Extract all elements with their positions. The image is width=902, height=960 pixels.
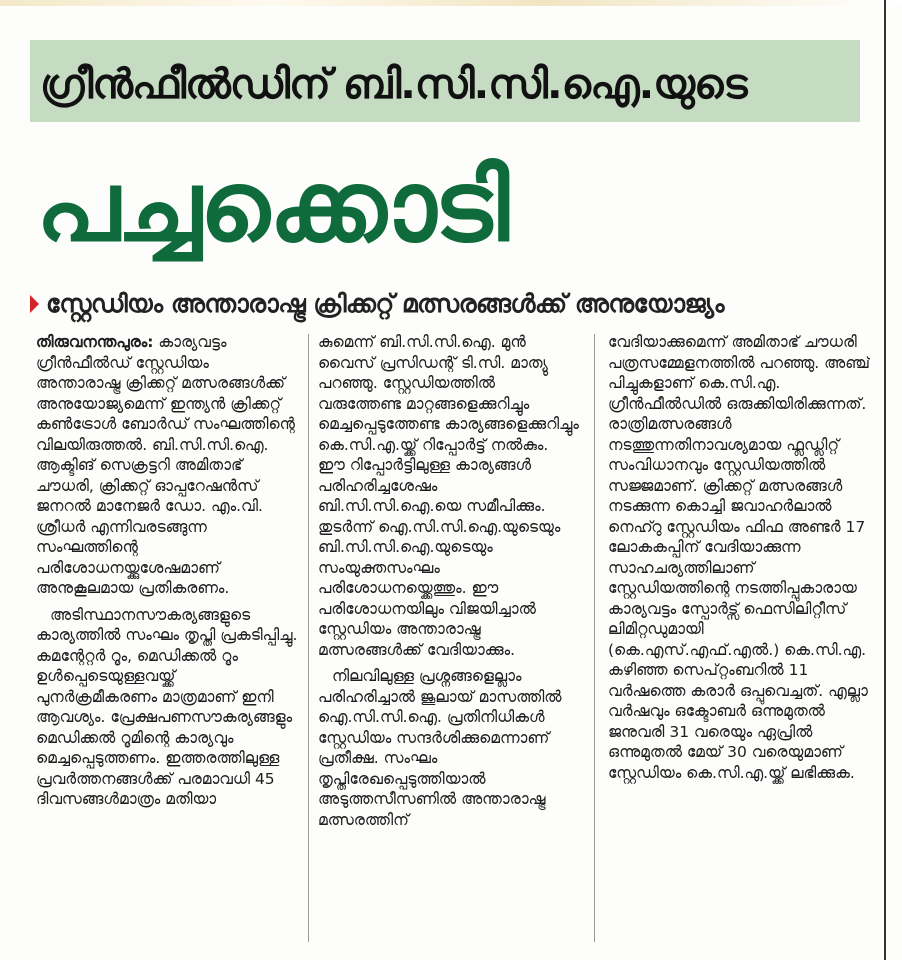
triangle-bullet-icon <box>30 295 39 313</box>
paragraph: കുമെന്ന് ബി.സി.സി.ഐ. മുൻ വൈസ് പ്രസിഡന്റ് ടി.സി. മാത്യു പറഞ്ഞു. സ്റ്റേഡിയത്തിൽ വരുത്തേണ്ട മാറ്റങ്ങളെക്കുറിച്ചും മെച്ചപ്പെടുത്തേണ്ട കാര്യങ്ങളെക്കുറിച്ചും കെ.സി.എ.യ്ക്ക് റിപ്പോർട്ട് നൽകും. ഈ റിപ്പോർട്ടിലുള്ള കാര്യങ്ങൾ പരിഹരിച്ചശേഷം ബി.സി.സി.ഐ.യെ സമീപിക്കും. തുടർന്ന് ഐ.സി.സി.ഐ.യുടെയും ബി.സി.സി.ഐ.യുടെയും സംയുക്തസംഘം പരിശോധനയ്ക്കെത്തും. ഈ പരിശോധനയിലും വിജയിച്ചാൽ സ്റ്റേഡിയം അന്താരാഷ്ട്ര മത്സരങ്ങൾക്ക് വേദിയാക്കും. <box>318 333 579 659</box>
main-headline: പച്ചക്കൊടി <box>36 150 508 264</box>
article-column-2 <box>318 332 580 944</box>
article-column-3 <box>608 332 870 944</box>
paragraph: നിലവിലുള്ള പ്രശ്നങ്ങളെല്ലാം പരിഹരിച്ചാൽ ജൂലായ് മാസത്തിൽ ഐ.സി.സി.ഐ. പ്രതിനിധികൾ സ്റ്റേഡിയം സന്ദർശിക്കുമെന്നാണ് പ്രതീക്ഷ. സംഘം തൃപ്തിരേഖപ്പെടുത്തിയാൽ അടുത്തസീസണിൽ അന്താരാഷ്ട്ര മത്സരത്തിന് <box>318 667 562 829</box>
column-divider <box>308 334 309 942</box>
subheadline-row <box>30 284 870 324</box>
top-edge-strip <box>0 0 902 6</box>
paragraph: അടിസ്ഥാനസൗകര്യങ്ങളുടെ കാര്യത്തിൽ സംഘം തൃപ്തി പ്രകടിപ്പിച്ചു. കമന്റേറ്റർ റൂം, മെഡിക്കൽ റൂം ഉൾപ്പെടെയുള്ളവയ്ക്ക് പുനർക്രമീകരണം മാത്രമാണ് ഇനി ആവശ്യം. പ്രേക്ഷപണസൗകര്യങ്ങളും മെഡിക്കൽ റൂമിന്റെ കാര്യവും മെച്ചപ്പെടുത്തണം. ഇത്തരത്തിലുള്ള പ്രവർത്തനങ്ങൾക്ക് പരമാവധി 45 ദിവസങ്ങൾമാത്രം മതിയാ <box>36 605 298 808</box>
article-body <box>36 332 870 952</box>
paragraph-text: കാര്യവട്ടം ഗ്രീൻഫീൽഡ് സ്റ്റേഡിയം അന്താരാഷ്ട്ര ക്രിക്കറ്റ് മത്സരങ്ങൾക്ക് അനുയോജ്യമെന്ന് ഇന്ത്യൻ ക്രിക്കറ്റ് കൺട്രോൾ ബോർഡ് സംഘത്തിന്റെ വിലയിരുത്തൽ. ബി.സി.സി.ഐ. ആക്ടിങ് സെക്രട്ടറി അമിതാഭ് ചൗധരി, ക്രിക്കറ്റ് ഓപ്പറേഷൻസ് ജനറൽ മാനേജർ ഡോ. എം.വി. ശ്രീധർ എന്നിവരടങ്ങുന്ന സംഘത്തിന്റെ പരിശോധനയ്ക്കുശേഷമാണ് അനുകൂലമായ പ്രതികരണം. <box>36 333 295 597</box>
dateline: തിരുവനന്തപുരം: <box>36 333 154 351</box>
column-divider <box>594 334 595 942</box>
subheadline: സ്റ്റേഡിയം അന്താരാഷ്ട്ര ക്രിക്കറ്റ് മത്സരങ്ങൾക്ക് അനുയോജ്യം <box>46 289 724 318</box>
paragraph: വേദിയാക്കുമെന്ന് അമിതാഭ് ചൗധരി പത്രസമ്മേളനത്തിൽ പറഞ്ഞു. അഞ്ച് പിച്ചുകളാണ് കെ.സി.എ. ഗ്രീൻഫീൽഡിൽ ഒരുക്കിയിരിക്കുന്നത്. രാത്രിമത്സരങ്ങൾ നടത്തുന്നതിനാവശ്യമായ ഫ്ലഡ്ലിറ്റ് സംവിധാനവും സ്റ്റേഡിയത്തിൽ സജ്ജമാണ്. ക്രിക്കറ്റ് മത്സരങ്ങൾ നടക്കുന്ന കൊച്ചി ജവാഹർലാൽ നെഹ്റു സ്റ്റേഡിയം ഫിഫ അണ്ടർ 17 ലോകകപ്പിന് വേദിയാക്കുന്ന സാഹചര്യത്തിലാണ് സ്റ്റേഡിയത്തിന്റെ നടത്തിപ്പുകാരായ കാര്യവട്ടം സ്പോർട്സ് ഫെസിലിറ്റീസ് ലിമിറ്റഡുമായി (കെ.എസ്.എഫ്.എൽ.) കെ.സി.എ. കഴിഞ്ഞ സെപ്റ്റംബറിൽ 11 വർഷത്തെ കരാർ ഒപ്പുവെച്ചത്. എല്ലാ വർഷവും ഒക്ടോബർ ഒന്നുമുതൽ ജനുവരി 31 വരെയും ഏപ്രിൽ ഒന്നുമുതൽ മേയ് 30 വരെയുമാണ് സ്റ്റേഡിയം കെ.സി.എ.യ്ക്ക് ലഭിക്കുക. <box>608 333 870 782</box>
right-border-line <box>884 0 886 960</box>
kicker-headline: ഗ്രീൻഫീൽഡിന് ബി.സി.സി.ഐ.യുടെ <box>40 60 747 108</box>
article-column-1 <box>36 332 298 944</box>
paragraph <box>36 332 298 599</box>
